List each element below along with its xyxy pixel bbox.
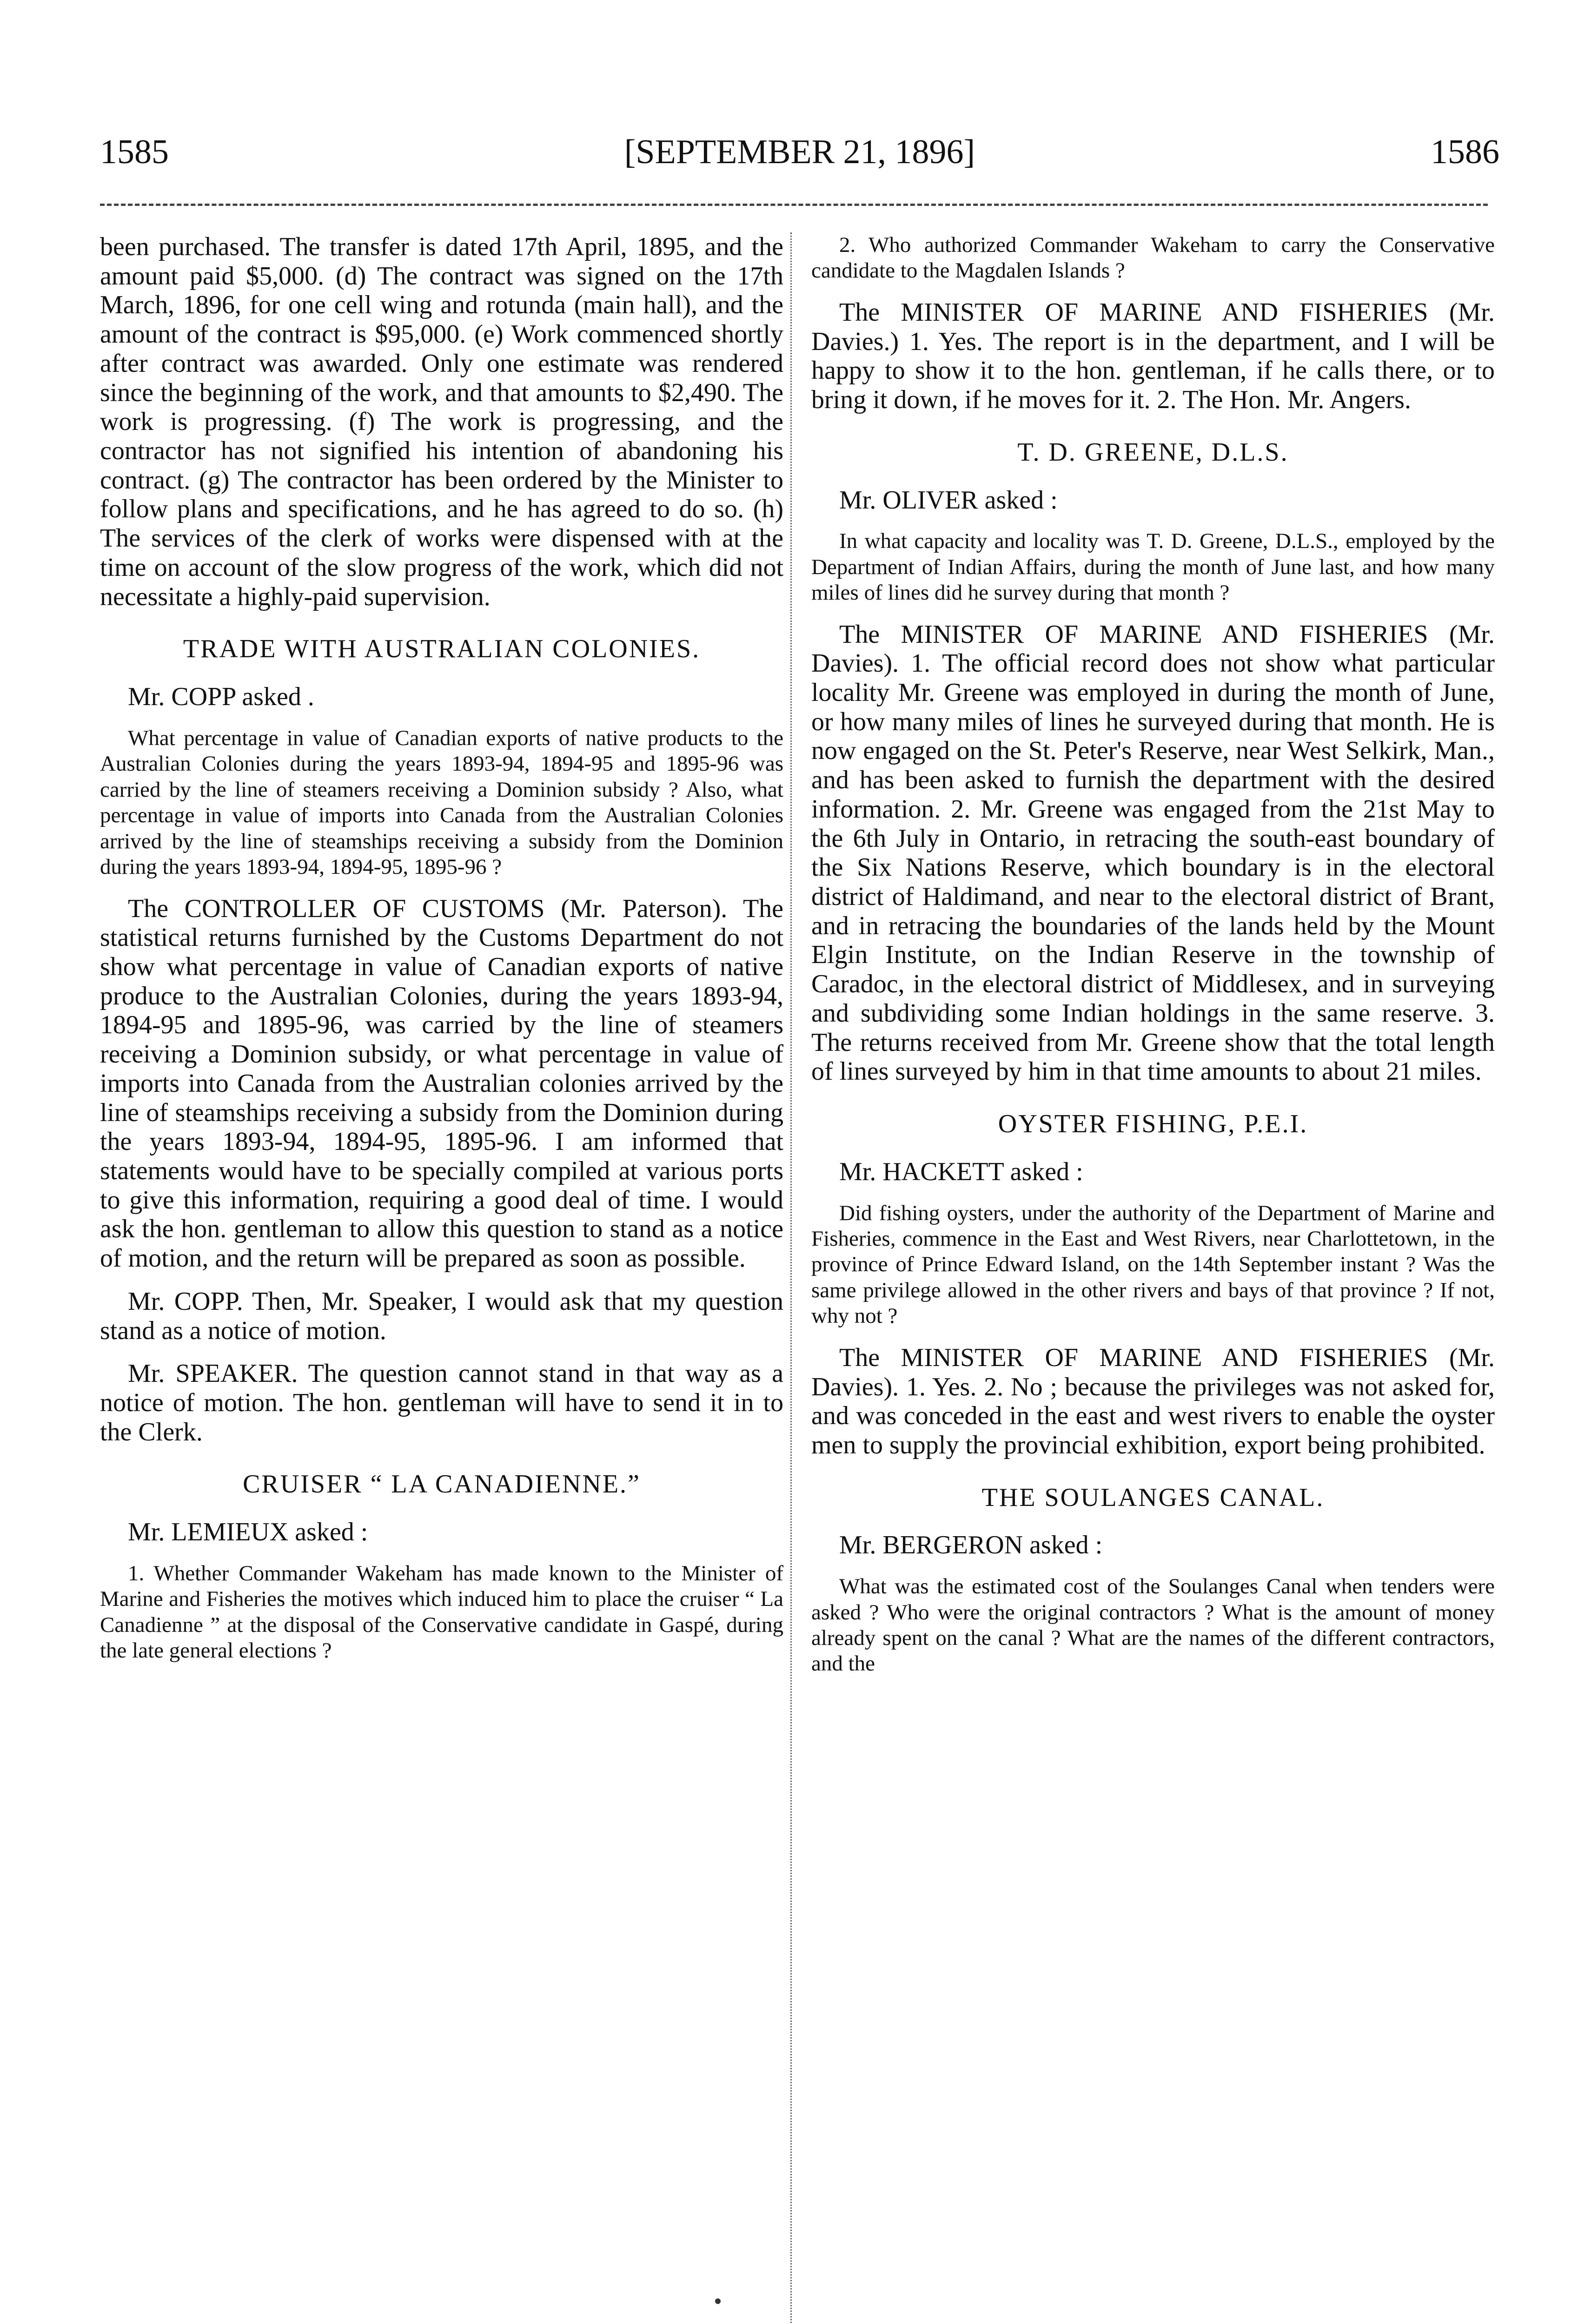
page-date-title: [SEPTEMBER 21, 1896] xyxy=(624,133,975,171)
copp-question: What percentage in value of Canadian exports of native products to the Australian Colonies during the years 1893-94, 1894-95 and 1895-96 was carried by the line of steamers receiving a Dominion subsidy ? Also, what percentage in value of imports into Canada from the Australian Colonies arrived by the line of steamships receiving a subsidy from the Dominion during the years 1893-94, 1894-95, 1895-96 ? xyxy=(100,726,783,879)
oliver-asked: Mr. OLIVER asked : xyxy=(839,485,1058,515)
heading-greene: T. D. GREENE, D.L.S. xyxy=(1017,437,1289,467)
customs-answer: The CONTROLLER OF CUSTOMS (Mr. Paterson). The statistical returns furnished by the Customs Department do not show what percentage in value of Canadian exports of native produce to the Australian Colonies, during the years 1893-94, 1894-95 and 1895-96, was carried by the line of steamers receiving a Dominion subsidy, or what percentage in value of imports into Canada from the Australian colonies arrived by the line of steamships receiving a subsidy from the Dominion during the years 1893-94, 1894-95, 1895-96. I am informed that statements would have to be specially compiled at various ports to give this information, requiring a good deal of time. I would ask the hon. gentleman to allow this question to stand as a notice of motion, and the return will be prepared as soon as possible. xyxy=(100,894,783,1273)
page-number-left: 1585 xyxy=(100,133,169,171)
heading-soulanges-canal: THE SOULANGES CANAL. xyxy=(981,1483,1325,1512)
left-column xyxy=(100,232,783,1678)
copp-reply: Mr. COPP. Then, Mr. Speaker, I would ask that my question stand as a notice of motion. xyxy=(100,1287,783,1345)
hackett-question: Did fishing oysters, under the authority of the Department of Marine and Fisheries, commence in the East and West Rivers, near Charlottetown, in the province of Prince Edward Island, on the 14th September instant ? Was the same privilege allowed in the other rivers and bays of that province ? If not, why not ? xyxy=(811,1201,1495,1328)
heading-trade-australian-colonies: TRADE WITH AUSTRALIAN COLONIES. xyxy=(183,634,701,664)
heading-cruiser: CRUISER “ LA CANADIENNE.” xyxy=(243,1470,641,1499)
paragraph-continued: been purchased. The transfer is dated 17th April, 1895, and the amount paid $5,000. (d) The contract was signed on the 17th March, 1896, for one cell wing and rotunda (main hall), and the amount of the contract is $95,000. (e) Work commenced shortly after contract was awarded. Only one estimate was rendered since the beginning of the work, and that amounts to $2,490. The work is progressing. (f) The work is progressing, and the contractor has not signified his intention of abandoning his contract. (g) The contractor has been ordered by the Minister to follow plans and specifications, and he has agreed to do so. (h) The services of the clerk of works were dispensed with at the time on account of the slow progress of the work, which did not necessitate a highly-paid supervision. xyxy=(100,232,783,611)
column-divider xyxy=(790,232,792,2324)
header-rule xyxy=(100,204,1488,206)
stray-mark xyxy=(715,2298,721,2304)
lemieux-asked: Mr. LEMIEUX asked : xyxy=(128,1518,368,1547)
bergeron-asked: Mr. BERGERON asked : xyxy=(839,1531,1103,1560)
marine-answer-cruiser: The MINISTER OF MARINE AND FISHERIES (Mr. Davies.) 1. Yes. The report is in the department, and I will be happy to show it to the hon. gentleman, if he calls there, or to bring it down, if he moves for it. 2. The Hon. Mr. Angers. xyxy=(811,297,1495,415)
lemieux-question-2: 2. Who authorized Commander Wakeham to carry the Conservative candidate to the Magdalen Islands ? xyxy=(811,233,1495,283)
hackett-asked: Mr. HACKETT asked : xyxy=(839,1157,1083,1186)
lemieux-question-1: 1. Whether Commander Wakeham has made known to the Minister of Marine and Fisheries the motives which induced him to place the cruiser “ La Canadienne ” at the disposal of the Conservative candidate in Gaspé, during the late general elections ? xyxy=(100,1561,783,1663)
copp-asked: Mr. COPP asked . xyxy=(128,682,314,712)
page-number-right: 1586 xyxy=(1431,133,1499,171)
marine-answer-greene: The MINISTER OF MARINE AND FISHERIES (Mr. Davies). 1. The official record does not show what particular locality Mr. Greene was employed in during the month of June, or how many miles of lines he surveyed during that month. He is now engaged on the St. Peter's Reserve, near West Selkirk, Man., and has been asked to furnish the department with the desired information. 2. Mr. Greene was engaged from the 21st May to the 6th July in Ontario, in retracing the south-east boundary of the Six Nations Reserve, which boundary is in the electoral district of Haldimand, and near to the electoral district of Brant, and in retracing the boundaries of the lands held by the Mount Elgin Institute, on the Indian Reserve in the township of Caradoc, in the electoral district of Middlesex, and in surveying and subdividing some Indian holdings in the same reserve. 3. The returns received from Mr. Greene show that the total length of lines surveyed by him in that time amounts to about 21 miles. xyxy=(811,620,1495,1086)
bergeron-question: What was the estimated cost of the Soulanges Canal when tenders were asked ? Who were the original contractors ? What is the amount of money already spent on the canal ? What are the names of the different contractors, and the xyxy=(811,1574,1495,1676)
oliver-question: In what capacity and locality was T. D. Greene, D.L.S., employed by the Department of Indian Affairs, during the month of June last, and how many miles of lines did he survey during that month ? xyxy=(811,529,1495,605)
speaker-reply: Mr. SPEAKER. The question cannot stand in that way as a notice of motion. The hon. gentleman will have to send it in to the Clerk. xyxy=(100,1359,783,1446)
right-column xyxy=(811,232,1495,1691)
page-header xyxy=(100,132,1499,188)
heading-oyster-fishing: OYSTER FISHING, P.E.I. xyxy=(998,1109,1308,1139)
marine-answer-oyster: The MINISTER OF MARINE AND FISHERIES (Mr. Davies). 1. Yes. 2. No ; because the privileges was not asked for, and was conceded in the east and west rivers to enable the oyster men to supply the provincial exhibition, export being prohibited. xyxy=(811,1343,1495,1459)
